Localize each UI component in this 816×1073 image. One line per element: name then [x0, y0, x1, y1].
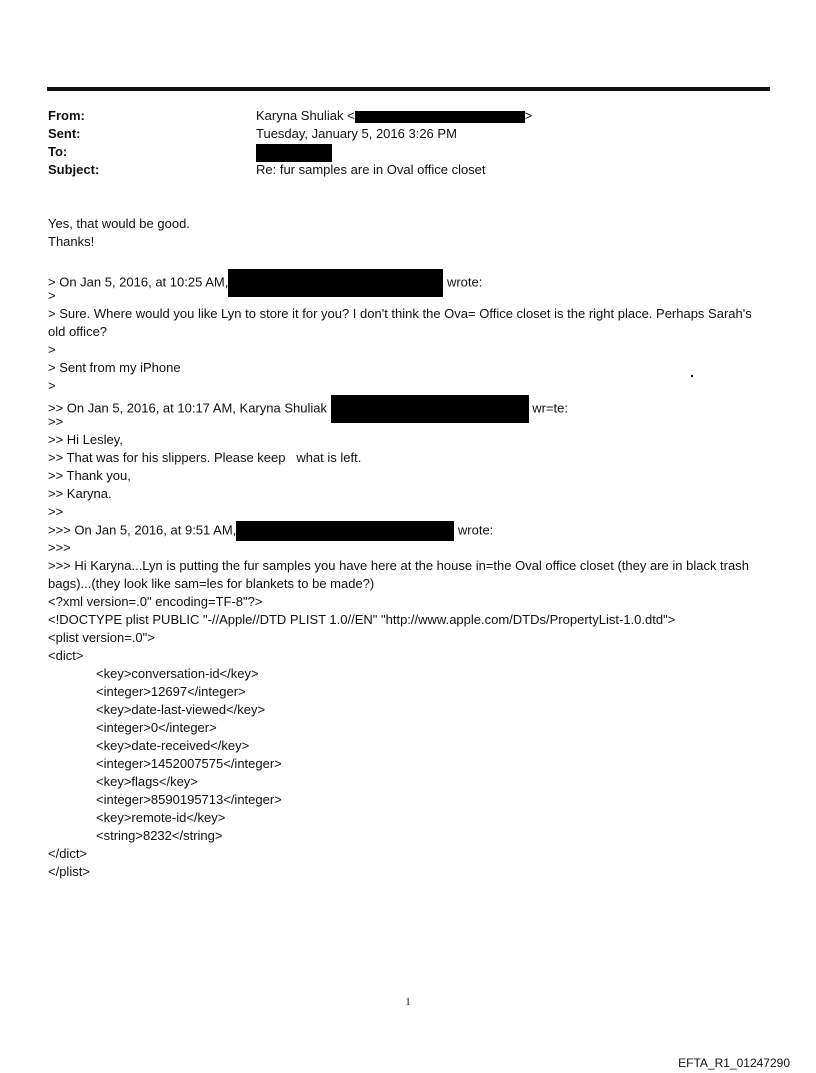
body-line: >> [48, 504, 64, 519]
body-line: >>> [48, 540, 71, 555]
xml-line: <integer>12697</integer> [96, 684, 246, 699]
body-line: Thanks! [48, 234, 95, 249]
quote-header-line [48, 395, 768, 416]
subject-label: Subject: [48, 162, 100, 177]
redaction-box [331, 395, 529, 423]
body-line: Yes, that would be good. [48, 216, 190, 231]
sent-value: Tuesday, January 5, 2016 3:26 PM [256, 126, 457, 141]
quote-header-text: >> On Jan 5, 2016, at 10:17 AM, Karyna Shuliak [48, 400, 331, 416]
stray-mark: . [690, 364, 694, 380]
body-line: > [48, 378, 56, 393]
xml-line: <key>date-received</key> [96, 738, 250, 753]
xml-line: <?xml version=.0" encoding=TF-8"?> [48, 594, 263, 609]
body-line: > Sure. Where would you like Lyn to store it for you? I don't think the Ova= Office closet is the right place. Perhaps Sarah's old office? [48, 306, 752, 339]
sent-label: Sent: [48, 126, 81, 141]
quote-header-text: >>> On Jan 5, 2016, at 9:51 AM, [48, 522, 237, 538]
quote-header-text: > On Jan 5, 2016, at 10:25 AM, [48, 274, 229, 290]
body-line [48, 251, 768, 269]
email-body [48, 215, 768, 881]
redaction-box [256, 144, 332, 162]
xml-line: <string>8232</string> [96, 828, 223, 843]
to-value [256, 143, 332, 162]
body-line: > Sent from my iPhone [48, 360, 181, 375]
xml-line: <integer>8590195713</integer> [96, 792, 282, 807]
header-rule [47, 87, 770, 91]
body-line: >> That was for his slippers. Please keep what is left. [48, 450, 362, 465]
xml-line: </dict> [48, 846, 88, 861]
xml-line: <plist version=.0"> [48, 630, 155, 645]
bates-number: EFTA_R1_01247290 [678, 1056, 790, 1070]
quote-header-line [48, 521, 768, 539]
xml-line: <key>remote-id</key> [96, 810, 226, 825]
quote-header-tail: wr=te: [528, 400, 568, 416]
quote-header-tail: wrote: [443, 274, 483, 290]
quote-header-line [48, 269, 768, 290]
xml-line: <key>flags</key> [96, 774, 198, 789]
quote-header-tail: wrote: [454, 522, 494, 538]
subject-value: Re: fur samples are in Oval office closet [256, 162, 486, 177]
body-line: >> [48, 414, 64, 429]
body-line: >> Karyna. [48, 486, 112, 501]
to-label: To: [48, 144, 68, 159]
xml-line: <integer>0</integer> [96, 720, 217, 735]
body-line: > [48, 342, 56, 357]
page-number: 1 [405, 996, 411, 1008]
xml-line: <integer>1452007575</integer> [96, 756, 282, 771]
body-line: >> Hi Lesley, [48, 432, 123, 447]
from-name: Karyna Shuliak < [256, 108, 355, 123]
from-label: From: [48, 108, 85, 123]
body-line: > [48, 288, 56, 303]
redaction-box [236, 521, 454, 541]
redaction-box [355, 111, 525, 123]
from-tail: > [524, 108, 533, 123]
xml-line: <key>conversation-id</key> [96, 666, 259, 681]
xml-line: <!DOCTYPE plist PUBLIC "-//Apple//DTD PLIST 1.0//EN" "http://www.apple.com/DTDs/PropertyList-1.0.dtd"> [48, 612, 676, 627]
body-line: >> Thank you, [48, 468, 131, 483]
body-line: >>> Hi Karyna...Lyn is putting the fur samples you have here at the house in=the Oval office closet (they are in black trash bags)...(they look like sam=les for blankets to be made?) [48, 558, 749, 591]
xml-line: <key>date-last-viewed</key> [96, 702, 266, 717]
xml-line: </plist> [48, 864, 90, 879]
redaction-box [228, 269, 443, 297]
xml-line: <dict> [48, 648, 84, 663]
from-value [256, 107, 532, 125]
